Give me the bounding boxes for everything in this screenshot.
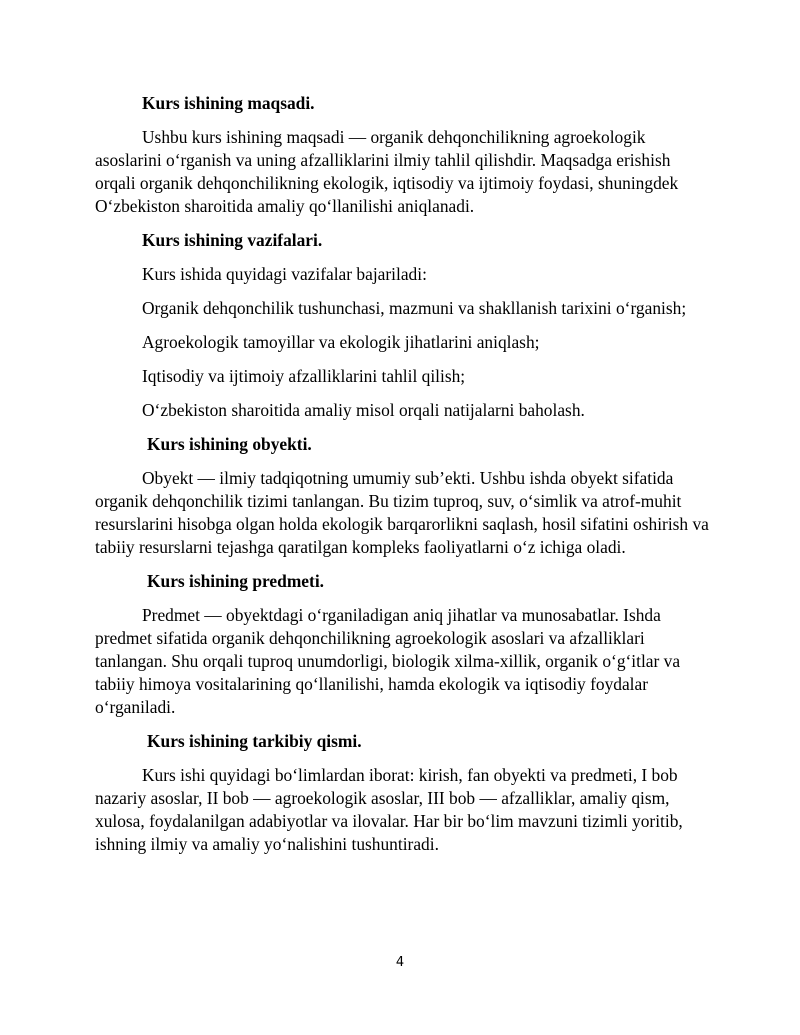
heading-tarkib: Kurs ishining tarkibiy qismi. — [147, 731, 362, 751]
list-item: O‘zbekiston sharoitida amaliy misol orqali natijalarni baholash. — [142, 400, 585, 420]
list-item: Agroekologik tamoyillar va ekologik jihatlarini aniqlash; — [142, 332, 540, 352]
vazifalar-intro: Kurs ishida quyidagi vazifalar bajariladi: — [142, 264, 427, 284]
paragraph-maqsad: Ushbu kurs ishining maqsadi — organik dehqonchilikning agroekologik asoslarini o‘rganish va uning afzalliklarini ilmiy tahlil qilishdir. Maqsadga erishish orqali organik dehqonchilikning ekologik, iqtisodiy va ijtimoiy foydasi, shuningdek O‘zbekiston sharoitida amaliy qo‘llanilishi aniqlanadi. — [95, 127, 679, 216]
heading-maqsad: Kurs ishining maqsadi. — [142, 93, 315, 113]
paragraph-predmet: Predmet — obyektdagi o‘rganiladigan aniq jihatlar va munosabatlar. Ishda predmet sifatida organik dehqonchilikning agroekologik asoslari va afzalliklari tanlangan. Shu orqali tuproq unumdorligi, biologik xilma-xillik, organik o‘g‘itlar va tabiiy himoya vositalarining qo‘llanilishi, hamda ekologik va iqtisodiy foydalar o‘rganiladi. — [95, 605, 681, 717]
list-item: Organik dehqonchilik tushunchasi, mazmuni va shakllanish tarixini o‘rganish; — [142, 298, 687, 318]
heading-vazifalar: Kurs ishining vazifalari. — [142, 230, 323, 250]
heading-obyekt: Kurs ishining obyekti. — [147, 434, 312, 454]
document-page — [95, 92, 715, 867]
list-item: Iqtisodiy va ijtimoiy afzalliklarini tahlil qilish; — [142, 366, 466, 386]
page-number: 4 — [395, 955, 405, 970]
paragraph-tarkib: Kurs ishi quyidagi bo‘limlardan iborat: kirish, fan obyekti va predmeti, I bob nazariy asoslar, II bob — agroekologik asoslar, III bob — afzalliklar, amaliy qism, xulosa, foydalanilgan adabiyotlar va ilovalar. Har bir bo‘lim mavzuni tizimli yoritib, ishning ilmiy va amaliy yo‘nalishini tushuntiradi. — [95, 765, 683, 854]
paragraph-obyekt: Obyekt — ilmiy tadqiqotning umumiy sub’ekti. Ushbu ishda obyekt sifatida organik dehqonchilik tizimi tanlangan. Bu tizim tuproq, suv, o‘simlik va atrof-muhit resurslarini hisobga olgan holda ekologik barqarorlikni saqlash, hosil sifatini oshirish va tabiiy resurslarni tejashga qaratilgan kompleks faoliyatlarni o‘z ichiga oladi. — [95, 468, 709, 557]
heading-predmet: Kurs ishining predmeti. — [147, 571, 324, 591]
